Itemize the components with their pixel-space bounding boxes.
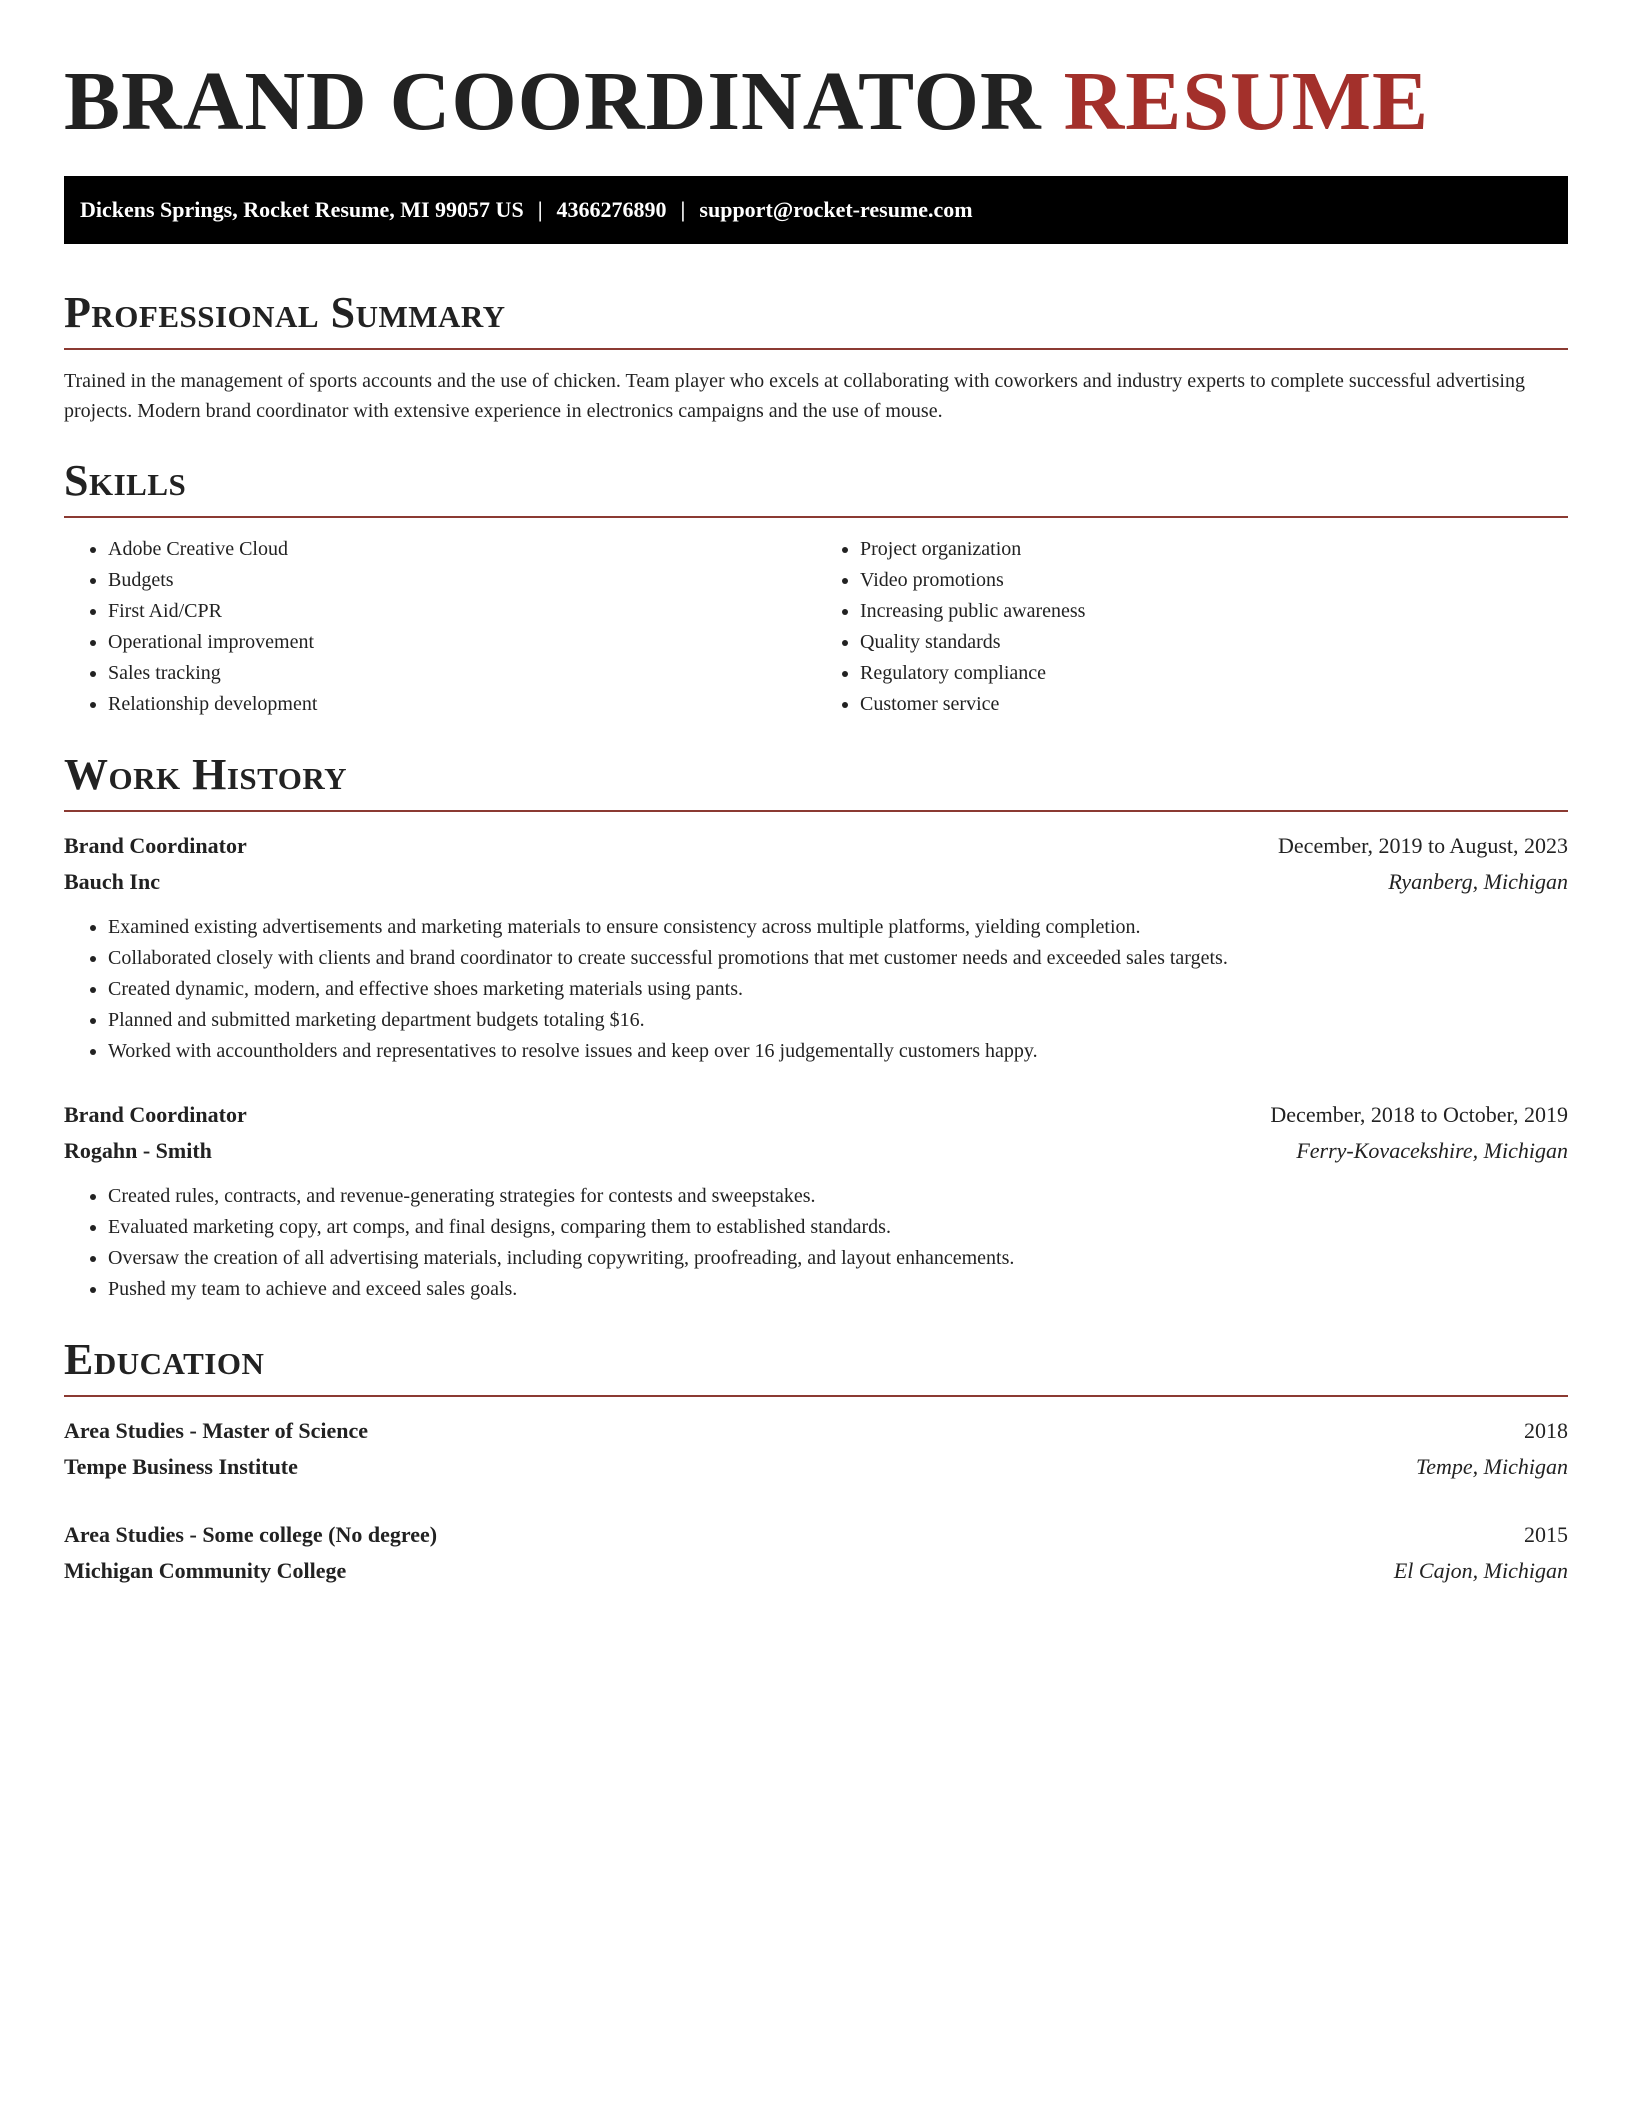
title-main: BRAND COORDINATOR [64,55,1042,148]
contact-email[interactable]: support@rocket-resume.com [699,197,973,222]
education-year: 2015 [1524,1522,1568,1547]
job-dates: December, 2019 to August, 2023 [1278,833,1568,858]
skill-item: • Customer service [860,689,1568,720]
education-school-row [64,1449,1568,1485]
job-bullets [64,912,1568,1067]
education-location: El Cajon, Michigan [1393,1558,1568,1583]
education-entry [64,1517,1568,1589]
education-degree-row [64,1517,1568,1553]
job-entry [64,828,1568,1067]
skill-item: • Budgets [108,565,816,596]
contact-separator: | [537,197,543,222]
education-section [64,1335,1568,1589]
skill-item: • Project organization [860,534,1568,565]
title-accent: RESUME [1063,55,1430,148]
work-heading: Work History [64,750,348,799]
job-header-row [64,1097,1568,1133]
job-dates: December, 2018 to October, 2019 [1270,1102,1568,1127]
skill-item: • Quality standards [860,627,1568,658]
job-bullet: • Evaluated marketing copy, art comps, and final designs, comparing them to established standards. [108,1212,1568,1243]
education-degree: Area Studies - Master of Science [64,1418,369,1443]
skills-list-left [64,534,816,720]
education-location: Tempe, Michigan [1416,1454,1568,1479]
summary-heading: Professional Summary [64,288,506,337]
job-company: Rogahn - Smith [64,1138,212,1163]
section-divider [64,1395,1568,1397]
resume-title [64,56,1568,148]
skills-list-right [816,534,1568,720]
job-company-row [64,864,1568,900]
section-divider [64,516,1568,518]
job-bullet: • Worked with accountholders and representatives to resolve issues and keep over 16 judgementally customers happy. [108,1036,1568,1067]
skill-item: • Sales tracking [108,658,816,689]
summary-text: Trained in the management of sports accounts and the use of chicken. Team player who excels at collaborating with coworkers and industry experts to complete successful advertising projects. Modern brand coordinator with extensive experience in electronics campaigns and the use of mouse. [64,370,1525,422]
education-degree-row [64,1413,1568,1449]
job-entry [64,1097,1568,1305]
work-section [64,750,1568,1305]
summary-section [64,288,1568,426]
contact-bar [64,176,1568,244]
education-school: Tempe Business Institute [64,1454,298,1479]
job-bullet: • Oversaw the creation of all advertising materials, including copywriting, proofreading, and layout enhancements. [108,1243,1568,1274]
contact-address: Dickens Springs, Rocket Resume, MI 99057 US [80,197,524,222]
job-title: Brand Coordinator [64,833,247,858]
education-year: 2018 [1524,1418,1568,1443]
job-location: Ryanberg, Michigan [1388,869,1568,894]
section-divider [64,348,1568,350]
job-bullet: • Planned and submitted marketing department budgets totaling $16. [108,1005,1568,1036]
education-entry [64,1413,1568,1485]
job-company-row [64,1133,1568,1169]
job-bullets [64,1181,1568,1305]
section-divider [64,810,1568,812]
contact-separator: | [680,197,686,222]
skill-item: • Regulatory compliance [860,658,1568,689]
contact-phone[interactable]: 4366276890 [556,197,667,222]
skills-section [64,456,1568,720]
skills-heading: Skills [64,456,187,505]
skill-item: • First Aid/CPR [108,596,816,627]
education-school-row [64,1553,1568,1589]
skills-columns [64,534,1568,720]
skill-item: • Operational improvement [108,627,816,658]
job-title: Brand Coordinator [64,1102,247,1127]
job-bullet: • Pushed my team to achieve and exceed sales goals. [108,1274,1568,1305]
education-degree: Area Studies - Some college (No degree) [64,1522,438,1547]
job-company: Bauch Inc [64,869,160,894]
job-bullet: • Created dynamic, modern, and effective shoes marketing materials using pants. [108,974,1568,1005]
skill-item: • Relationship development [108,689,816,720]
job-header-row [64,828,1568,864]
skill-item: • Adobe Creative Cloud [108,534,816,565]
skill-item: • Increasing public awareness [860,596,1568,627]
skill-item: • Video promotions [860,565,1568,596]
education-heading: Education [64,1335,265,1384]
job-bullet: • Collaborated closely with clients and brand coordinator to create successful promotions that met customer needs and exceeded sales targets. [108,943,1568,974]
education-school: Michigan Community College [64,1558,347,1583]
job-bullet: • Created rules, contracts, and revenue-generating strategies for contests and sweepstakes. [108,1181,1568,1212]
job-location: Ferry-Kovacekshire, Michigan [1296,1138,1568,1163]
job-bullet: • Examined existing advertisements and marketing materials to ensure consistency across multiple platforms, yielding completion. [108,912,1568,943]
